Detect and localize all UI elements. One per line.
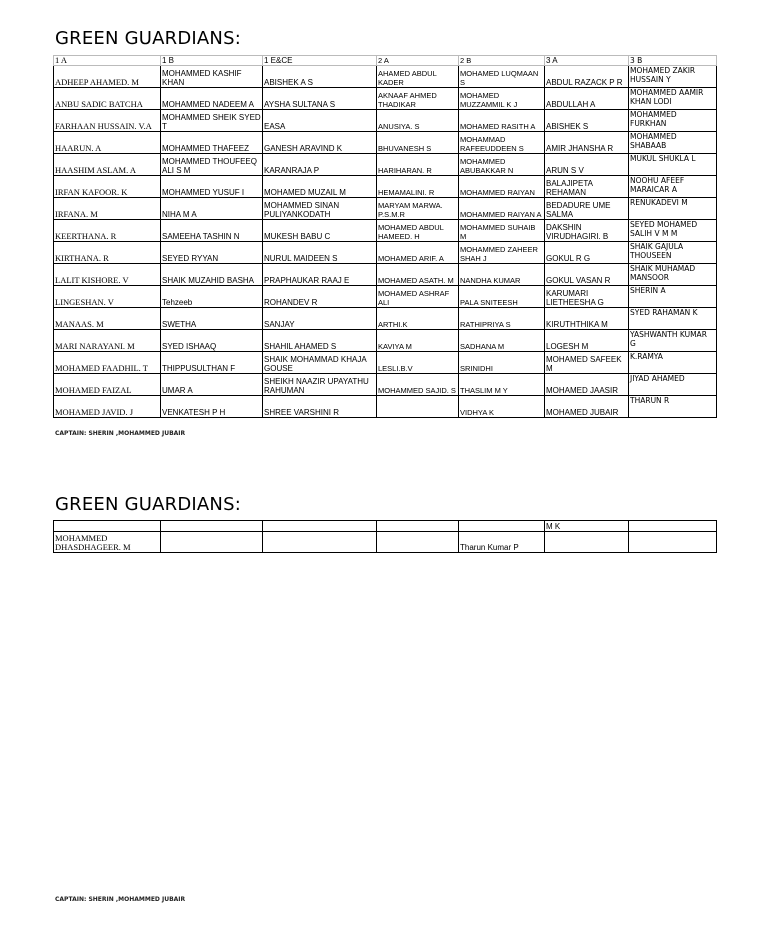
table-cell: AYSHA SULTANA S: [263, 88, 377, 110]
table-cell: HAASHIM ASLAM. A: [54, 154, 161, 176]
column-header: 2 B: [459, 56, 545, 66]
table-row: [54, 374, 717, 396]
team-table-continued: [53, 520, 717, 553]
table-cell: SHAIK GAJULA THOUSEEN: [629, 242, 717, 264]
column-header: 1 B: [161, 56, 263, 66]
table-cell: HAARUN. A: [54, 132, 161, 154]
table-cell: THASLIM M Y: [459, 374, 545, 396]
table-cell: THARUN R: [629, 396, 717, 418]
table-cell: SAMEEHA TASHIN N: [161, 220, 263, 242]
table-cell: ARUN S V: [545, 154, 629, 176]
table-cell: DAKSHIN VIRUDHAGIRI. B: [545, 220, 629, 242]
table-cell: [263, 532, 377, 553]
table-cell: MUKUL SHUKLA L: [629, 154, 717, 176]
page-title-continued: GREEN GUARDIANS:: [55, 494, 241, 515]
table-cell: [629, 532, 717, 553]
table-cell: SANJAY: [263, 308, 377, 330]
table-cell: MUKESH BABU C: [263, 220, 377, 242]
table-cell: MOHAMMED ABUBAKKAR N: [459, 154, 545, 176]
table-cell: SEYED MOHAMED SALIH V M M: [629, 220, 717, 242]
table-cell: BHUVANESH S: [377, 132, 459, 154]
table-cell: MOHAMMED THOUFEEQ ALI S M: [161, 154, 263, 176]
table-cell: AKNAAF AHMED THADIKAR: [377, 88, 459, 110]
table-cell: MOHAMMED RAIYAN A: [459, 198, 545, 220]
table-cell: MOHAMED SAFEEK M: [545, 352, 629, 374]
table-cell: HEMAMALINI. R: [377, 176, 459, 198]
table-cell: [377, 396, 459, 418]
table-cell: [545, 532, 629, 553]
table-row: [54, 220, 717, 242]
table-cell: JIYAD AHAMED: [629, 374, 717, 396]
table-cell: PRAPHAUKAR RAAJ E: [263, 264, 377, 286]
table-cell: MOHAMMED DHASDHAGEER. M: [54, 532, 161, 553]
table-cell: SHAHIL AHAMED S: [263, 330, 377, 352]
table-cell: MOHAMED JAVID. J: [54, 396, 161, 418]
table-cell: ABISHEK S: [545, 110, 629, 132]
table-cell: SHAIK MUHAMAD MANSOOR: [629, 264, 717, 286]
table-cell: MOHAMMED SHABAAB: [629, 132, 717, 154]
table-cell: ANUSIYA. S: [377, 110, 459, 132]
table-row: [54, 198, 717, 220]
table-cell: LALIT KISHORE. V: [54, 264, 161, 286]
table-cell: SWETHA: [161, 308, 263, 330]
team-table: [53, 55, 717, 418]
table-cell: [377, 532, 459, 553]
table-cell: MOHAMED MUZAIL M: [263, 176, 377, 198]
table-cell: MOHAMED JAASIR: [545, 374, 629, 396]
table-cell: MOHAMED RASITH A: [459, 110, 545, 132]
table-cell: NOOHU AFEEF MARAICAR A: [629, 176, 717, 198]
table-cell: MOHAMMED SINAN PULIYANKODATH: [263, 198, 377, 220]
table-cell: K.RAMYA: [629, 352, 717, 374]
table-row: [54, 176, 717, 198]
table-cell: KIRTHANA. R: [54, 242, 161, 264]
table-row: [54, 396, 717, 418]
page-title: GREEN GUARDIANS:: [55, 28, 241, 49]
table-cell: ARTHI.K: [377, 308, 459, 330]
table-cell: BEDADURE UME SALMA: [545, 198, 629, 220]
column-header: 2 A: [377, 56, 459, 66]
table-cell: EASA: [263, 110, 377, 132]
table-cell: MOHAMMED FURKHAN: [629, 110, 717, 132]
table-cell: MOHAMMED SUHAIB M: [459, 220, 545, 242]
table-row: [54, 352, 717, 374]
table-cell: SHAIK MOHAMMAD KHAJA GOUSE: [263, 352, 377, 374]
table-cell: KIRUTHTHIKA M: [545, 308, 629, 330]
table-cell: MOHAMED FAADHIL. T: [54, 352, 161, 374]
table-cell: SRINIDHI: [459, 352, 545, 374]
table-row: [54, 88, 717, 110]
table-cell: ABDULLAH A: [545, 88, 629, 110]
table-cell: MOHAMED MUZZAMMIL K J: [459, 88, 545, 110]
table-row: [54, 132, 717, 154]
column-header: 1 A: [54, 56, 161, 66]
table-cell: MOHAMMED THAFEEZ: [161, 132, 263, 154]
table-cell: NANDHA KUMAR: [459, 264, 545, 286]
table-row: [54, 521, 717, 532]
table-cell: MOHAMMED AAMIR KHAN LODI: [629, 88, 717, 110]
table-cell: SYED RAHAMAN K: [629, 308, 717, 330]
table-row: [54, 154, 717, 176]
table-cell: MOHAMED ASATH. M: [377, 264, 459, 286]
table-cell: GOKUL VASAN R: [545, 264, 629, 286]
table-cell: [263, 521, 377, 532]
captain-note: CAPTAIN: SHERIN ,MOHAMMED JUBAIR: [55, 430, 186, 437]
table-cell: PALA SNITEESH: [459, 286, 545, 308]
table-cell: YASHWANTH KUMAR G: [629, 330, 717, 352]
table-row: [54, 264, 717, 286]
table-row: [54, 330, 717, 352]
table-cell: MOHAMED ARIF. A: [377, 242, 459, 264]
table-cell: KARUMARI LIETHEESHA G: [545, 286, 629, 308]
table-cell: KARANRAJA P: [263, 154, 377, 176]
table-cell: MOHAMMED NADEEM A: [161, 88, 263, 110]
table-cell: AHAMED ABDUL KADER: [377, 66, 459, 88]
table-cell: SHERIN A: [629, 286, 717, 308]
table-cell: MOHAMED ABDUL HAMEED. H: [377, 220, 459, 242]
table-cell: SHEIKH NAAZIR UPAYATHU RAHUMAN: [263, 374, 377, 396]
table-cell: LOGESH M: [545, 330, 629, 352]
captain-note-footer: CAPTAIN: SHERIN ,MOHAMMED JUBAIR: [55, 896, 186, 903]
table-cell: NIHA M A: [161, 198, 263, 220]
table-cell: MOHAMED LUQMAAN S: [459, 66, 545, 88]
column-header: 1 E&CE: [263, 56, 377, 66]
table-cell: VENKATESH P H: [161, 396, 263, 418]
table-cell: [161, 532, 263, 553]
table-cell: FARHAAN HUSSAIN. V.A: [54, 110, 161, 132]
table-cell: ADHEEP AHAMED. M: [54, 66, 161, 88]
column-header: 3 A: [545, 56, 629, 66]
table-cell: AMIR JHANSHA R: [545, 132, 629, 154]
table-cell: MOHAMMED ZAHEER SHAH J: [459, 242, 545, 264]
table-cell: ANBU SADIC BATCHA: [54, 88, 161, 110]
column-header: 3 B: [629, 56, 717, 66]
table-row: [54, 308, 717, 330]
table-cell: SHREE VARSHINI R: [263, 396, 377, 418]
table-cell: MOHAMED JUBAIR: [545, 396, 629, 418]
table-cell: ABDUL RAZACK P R: [545, 66, 629, 88]
table-row: [54, 110, 717, 132]
table-cell: MOHAMED ZAKIR HUSSAIN Y: [629, 66, 717, 88]
table-cell: MOHAMED FAIZAL: [54, 374, 161, 396]
table-cell: MANAAS. M: [54, 308, 161, 330]
table-cell: LESLI.B.V: [377, 352, 459, 374]
table-header-row: [54, 56, 717, 66]
table-cell: Tharun Kumar P: [459, 532, 545, 553]
table-cell: IRFANA. M: [54, 198, 161, 220]
table-cell: ABISHEK A S: [263, 66, 377, 88]
table-cell: ROHANDEV R: [263, 286, 377, 308]
table-cell: [377, 521, 459, 532]
table-cell: MOHAMMED SHEIK SYED T: [161, 110, 263, 132]
table-cell: RATHIPRIYA S: [459, 308, 545, 330]
table-cell: MARYAM MARWA. P.S.M.R: [377, 198, 459, 220]
table-cell: VIDHYA K: [459, 396, 545, 418]
table-cell: [459, 521, 545, 532]
table-cell: LINGESHAN. V: [54, 286, 161, 308]
table-cell: MARI NARAYANI. M: [54, 330, 161, 352]
table-cell: THIPPUSULTHAN F: [161, 352, 263, 374]
table-cell: GANESH ARAVIND K: [263, 132, 377, 154]
table-cell: IRFAN KAFOOR. K: [54, 176, 161, 198]
table-cell: SYED ISHAAQ: [161, 330, 263, 352]
table-row: [54, 532, 717, 553]
table-cell: [54, 521, 161, 532]
table-cell: SADHANA M: [459, 330, 545, 352]
table-cell: MOHAMED ASHRAF ALI: [377, 286, 459, 308]
table-cell: [629, 521, 717, 532]
table-cell: KEERTHANA. R: [54, 220, 161, 242]
table-cell: M K: [545, 521, 629, 532]
table-cell: KAVIYA M: [377, 330, 459, 352]
table-row: [54, 242, 717, 264]
table-cell: MOHAMMED YUSUF I: [161, 176, 263, 198]
table-row: [54, 66, 717, 88]
table-cell: MOHAMMED SAJID. S: [377, 374, 459, 396]
table-cell: BALAJIPETA REHAMAN: [545, 176, 629, 198]
table-cell: GOKUL R G: [545, 242, 629, 264]
table-cell: MOHAMMED RAIYAN: [459, 176, 545, 198]
table-cell: NURUL MAIDEEN S: [263, 242, 377, 264]
table-row: [54, 286, 717, 308]
table-cell: MOHAMMED KASHIF KHAN: [161, 66, 263, 88]
table-cell: SHAIK MUZAHID BASHA: [161, 264, 263, 286]
table-cell: HARIHARAN. R: [377, 154, 459, 176]
table-cell: Tehzeeb: [161, 286, 263, 308]
table-cell: UMAR A: [161, 374, 263, 396]
table-cell: [161, 521, 263, 532]
table-cell: RENUKADEVI M: [629, 198, 717, 220]
table-cell: MOHAMMAD RAFEEUDDEEN S: [459, 132, 545, 154]
table-cell: SEYED RYYAN: [161, 242, 263, 264]
